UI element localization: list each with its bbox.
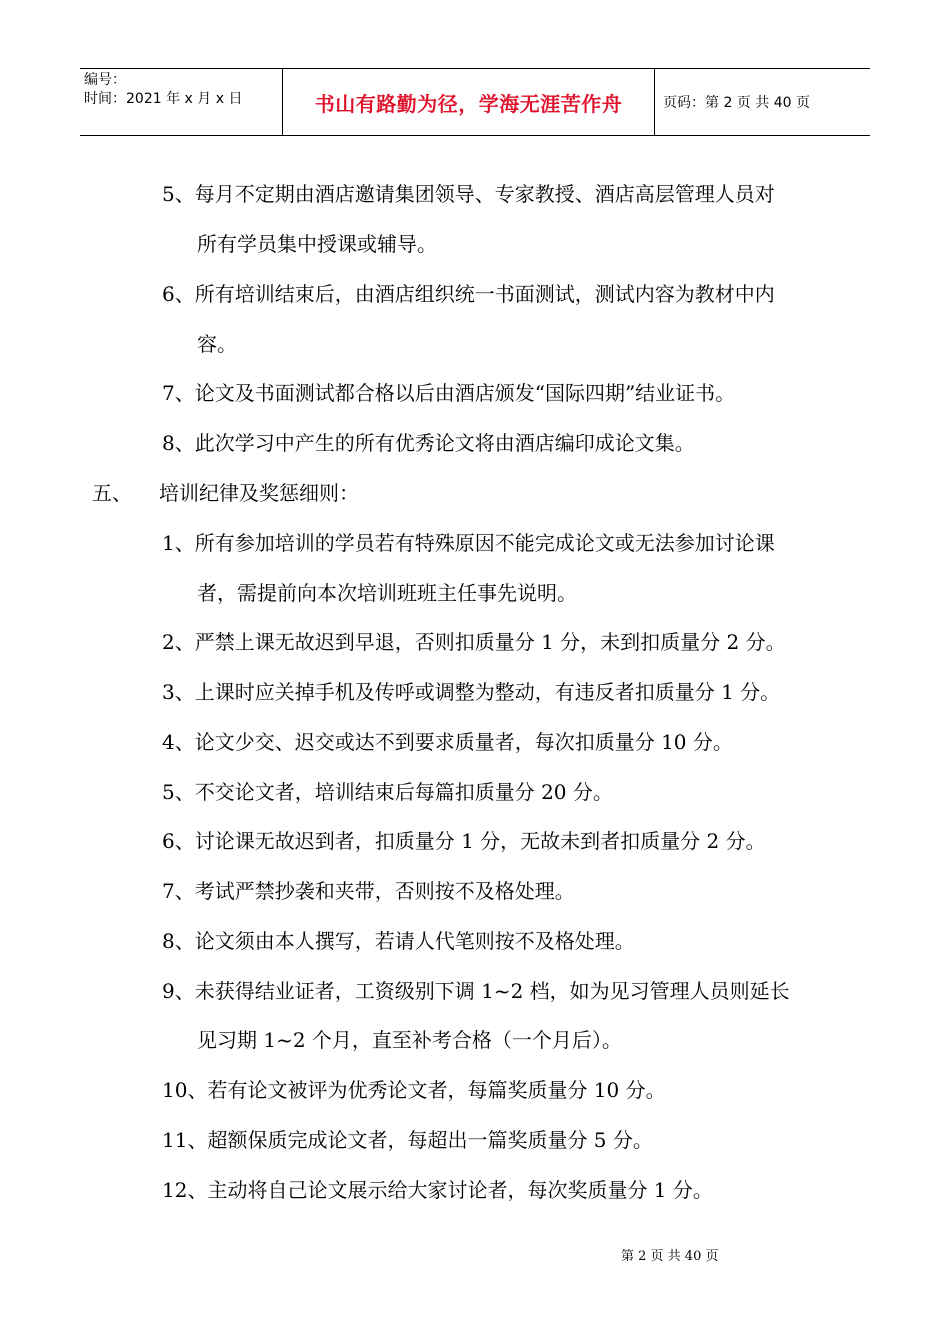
rule-item: 4、论文少交、迟交或达不到要求质量者，每次扣质量分 10 分。 xyxy=(162,730,733,754)
document-time-label: 时间：2021 年 x 月 x 日 xyxy=(84,91,243,107)
rule-item: 6、讨论课无故迟到者，扣质量分 1 分，无故未到者扣质量分 2 分。 xyxy=(162,829,766,853)
rule-item: 3、上课时应关掉手机及传呼或调整为整动，有违反者扣质量分 1 分。 xyxy=(162,680,781,704)
rule-item-continuation: 者，需提前向本次培训班班主任事先说明。 xyxy=(197,581,577,605)
header-meta-cell xyxy=(80,69,283,135)
rule-item: 1、所有参加培训的学员若有特殊原因不能完成论文或无法参加讨论课 xyxy=(162,531,775,555)
rule-item: 12、主动将自己论文展示给大家讨论者，每次奖质量分 1 分。 xyxy=(162,1178,713,1202)
rule-item: 5、不交论文者，培训结束后每篇扣质量分 20 分。 xyxy=(162,780,613,804)
document-number-label: 编号： xyxy=(84,72,126,88)
section-heading: 培训纪律及奖惩细则： xyxy=(159,481,359,505)
section-number: 五、 xyxy=(92,481,132,505)
rule-item: 10、若有论文被评为优秀论文者，每篇奖质量分 10 分。 xyxy=(162,1078,666,1102)
paragraph-line: 5、每月不定期由酒店邀请集团领导、专家教授、酒店高层管理人员对 xyxy=(162,182,775,206)
paragraph-line: 容。 xyxy=(197,332,237,356)
rule-item: 11、超额保质完成论文者，每超出一篇奖质量分 5 分。 xyxy=(162,1128,653,1152)
paragraph-line: 6、所有培训结束后，由酒店组织统一书面测试，测试内容为教材中内 xyxy=(162,282,775,306)
page-header xyxy=(80,68,870,136)
rule-item: 2、严禁上课无故迟到早退，否则扣质量分 1 分，未到扣质量分 2 分。 xyxy=(162,630,786,654)
header-page-info: 页码：第 2 页 共 40 页 xyxy=(663,95,810,111)
paragraph-line: 7、论文及书面测试都合格以后由酒店颁发“国际四期”结业证书。 xyxy=(162,381,736,405)
header-motto: 书山有路勤为径，学海无涯苦作舟 xyxy=(283,69,655,135)
rule-item-continuation: 见习期 1~2 个月，直至补考合格（一个月后）。 xyxy=(197,1028,622,1052)
rule-item: 8、论文须由本人撰写，若请人代笔则按不及格处理。 xyxy=(162,929,635,953)
rule-item: 7、考试严禁抄袭和夹带，否则按不及格处理。 xyxy=(162,879,575,903)
paragraph-line: 8、此次学习中产生的所有优秀论文将由酒店编印成论文集。 xyxy=(162,431,695,455)
footer-page-number: 第 2 页 共 40 页 xyxy=(621,1249,719,1264)
paragraph-line: 所有学员集中授课或辅导。 xyxy=(197,232,437,256)
rule-item: 9、未获得结业证者，工资级别下调 1~2 档，如为见习管理人员则延长 xyxy=(162,979,790,1003)
